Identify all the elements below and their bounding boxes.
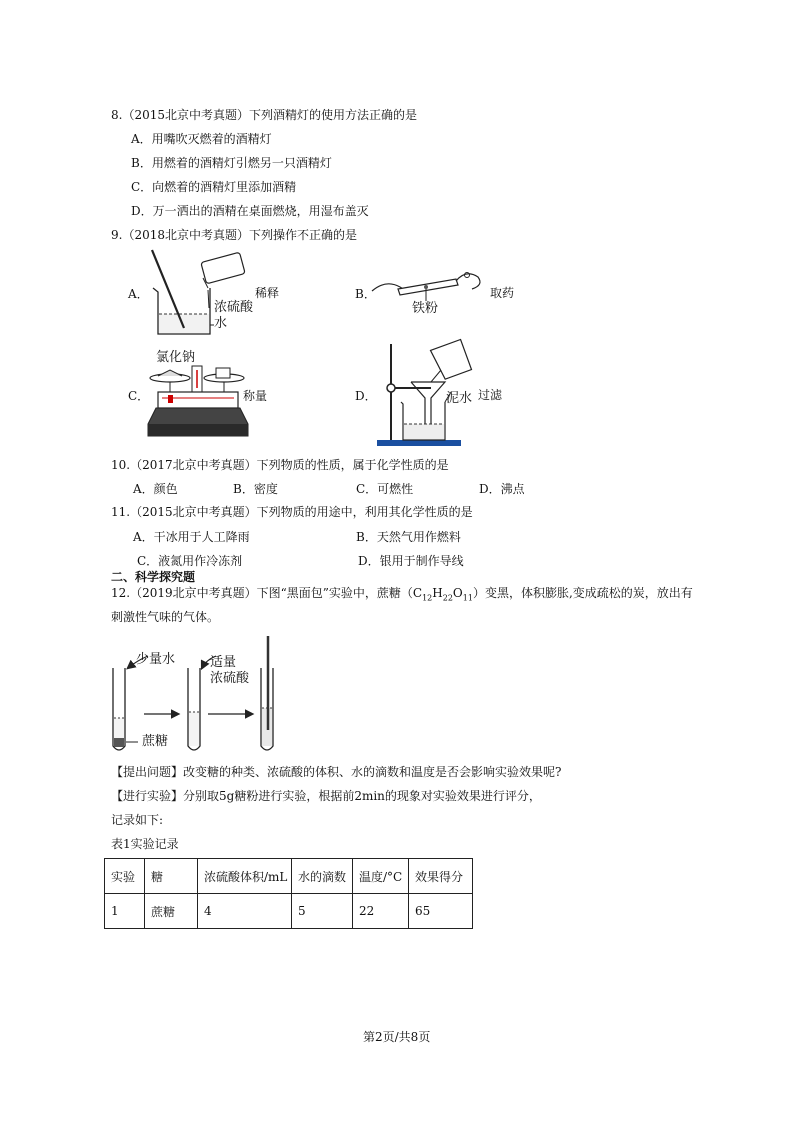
table-header-cell: 实验 bbox=[105, 859, 145, 894]
q12-experiment: 【进行实验】分别取5g糖粉进行实验，根据前2min的现象对实验效果进行评分， bbox=[111, 789, 541, 803]
q10-stem: 10.（2017北京中考真题）下列物质的性质，属于化学性质的是 bbox=[111, 458, 449, 472]
q11-stem: 11.（2015北京中考真题）下列物质的用途中，利用其化学性质的是 bbox=[111, 505, 473, 519]
table-cell: 65 bbox=[409, 894, 473, 929]
table-cell: 22 bbox=[353, 894, 409, 929]
dilution-figure bbox=[148, 250, 258, 340]
q10-option-d: D．沸点 bbox=[479, 482, 525, 496]
q9-c-letter: C． bbox=[128, 389, 150, 403]
q12-sub-c: 12 bbox=[422, 593, 433, 603]
q12-h: H bbox=[432, 586, 443, 600]
q12-fig-sugar-label: 蔗糖 bbox=[142, 734, 169, 749]
q12-table-title: 表1实验记录 bbox=[111, 837, 179, 851]
q12-stem-line2: 刺激性气味的气体。 bbox=[111, 610, 220, 624]
q10-option-c: C．可燃性 bbox=[356, 482, 414, 496]
table-header-cell: 浓硫酸体积/mL bbox=[198, 859, 292, 894]
experiment-record-table bbox=[104, 858, 473, 929]
q9-b-caption: 取药 bbox=[490, 286, 515, 300]
table-row bbox=[105, 894, 473, 929]
q9-a-caption: 稀释 bbox=[255, 286, 280, 300]
table-header-cell: 水的滴数 bbox=[292, 859, 353, 894]
table-cell: 4 bbox=[198, 894, 292, 929]
table-header-cell: 温度/°C bbox=[353, 859, 409, 894]
q8-option-d: D．万一洒出的酒精在桌面燃烧，用湿布盖灭 bbox=[131, 204, 369, 218]
q9-d-caption: 过滤 bbox=[478, 388, 503, 402]
q9-b-letter: B． bbox=[355, 287, 376, 301]
q12-question: 【提出问题】改变糖的种类、浓硫酸的体积、水的滴数和温度是否会影响实验效果呢? bbox=[111, 765, 562, 779]
q12-record: 记录如下: bbox=[111, 813, 164, 827]
q12-fig-water-label: 少量水 bbox=[136, 652, 176, 667]
q12-sub-o: 11 bbox=[462, 593, 473, 603]
q8-option-c: C．向燃着的酒精灯里添加酒精 bbox=[131, 180, 297, 194]
table-cell: 蔗糖 bbox=[145, 894, 198, 929]
table-header-cell: 糖 bbox=[145, 859, 198, 894]
page-footer: 第2页/共8页 bbox=[363, 1030, 431, 1044]
balance-figure bbox=[148, 366, 248, 440]
q9-stem: 9.（2018北京中考真题）下列操作不正确的是 bbox=[111, 228, 357, 242]
q9-d-letter: D． bbox=[355, 389, 377, 403]
q10-option-a: A．颜色 bbox=[133, 482, 178, 496]
table-cell: 5 bbox=[292, 894, 353, 929]
q12-fig-acid-label-2: 浓硫酸 bbox=[210, 671, 250, 686]
q8-option-b: B．用燃着的酒精灯引燃另一只酒精灯 bbox=[131, 156, 332, 170]
q12-stem-line1 bbox=[111, 586, 693, 605]
q10-option-b: B．密度 bbox=[233, 482, 278, 496]
q11-option-b: B．天然气用作燃料 bbox=[356, 530, 461, 544]
table-header-row bbox=[105, 859, 473, 894]
q8-option-a: A．用嘴吹灭燃着的酒精灯 bbox=[131, 132, 272, 146]
q11-option-d: D．银用于制作导线 bbox=[358, 554, 464, 568]
q12-sub-h: 22 bbox=[442, 593, 453, 603]
q12-o: O bbox=[452, 586, 463, 600]
q9-c-caption: 称量 bbox=[243, 389, 268, 403]
q12-stem-part1: 12.（2019北京中考真题）下图“黑面包”实验中，蔗糖（C bbox=[111, 586, 423, 600]
q9-a-letter: A． bbox=[128, 287, 149, 301]
table-cell: 1 bbox=[105, 894, 145, 929]
q12-fig-acid-label-1: 适量 bbox=[210, 655, 237, 670]
q12-stem-part2: ）变黑，体积膨胀,变成疏松的炭，放出有 bbox=[472, 586, 693, 600]
table-header-cell: 效果得分 bbox=[409, 859, 473, 894]
q9-b-iron-label: 铁粉 bbox=[412, 301, 439, 316]
q9-a-acid-label: 浓硫酸 bbox=[214, 300, 254, 315]
q11-option-a: A．干冰用于人工降雨 bbox=[133, 530, 250, 544]
section-title: 二、科学探究题 bbox=[111, 570, 196, 584]
q9-d-mud-label: 泥水 bbox=[446, 391, 473, 406]
q11-option-c: C．液氮用作冷冻剂 bbox=[137, 554, 243, 568]
q9-a-water-label: 水 bbox=[214, 316, 228, 331]
q9-c-nacl-label: 氯化钠 bbox=[156, 350, 196, 365]
q8-stem: 8.（2015北京中考真题）下列酒精灯的使用方法正确的是 bbox=[111, 108, 417, 122]
